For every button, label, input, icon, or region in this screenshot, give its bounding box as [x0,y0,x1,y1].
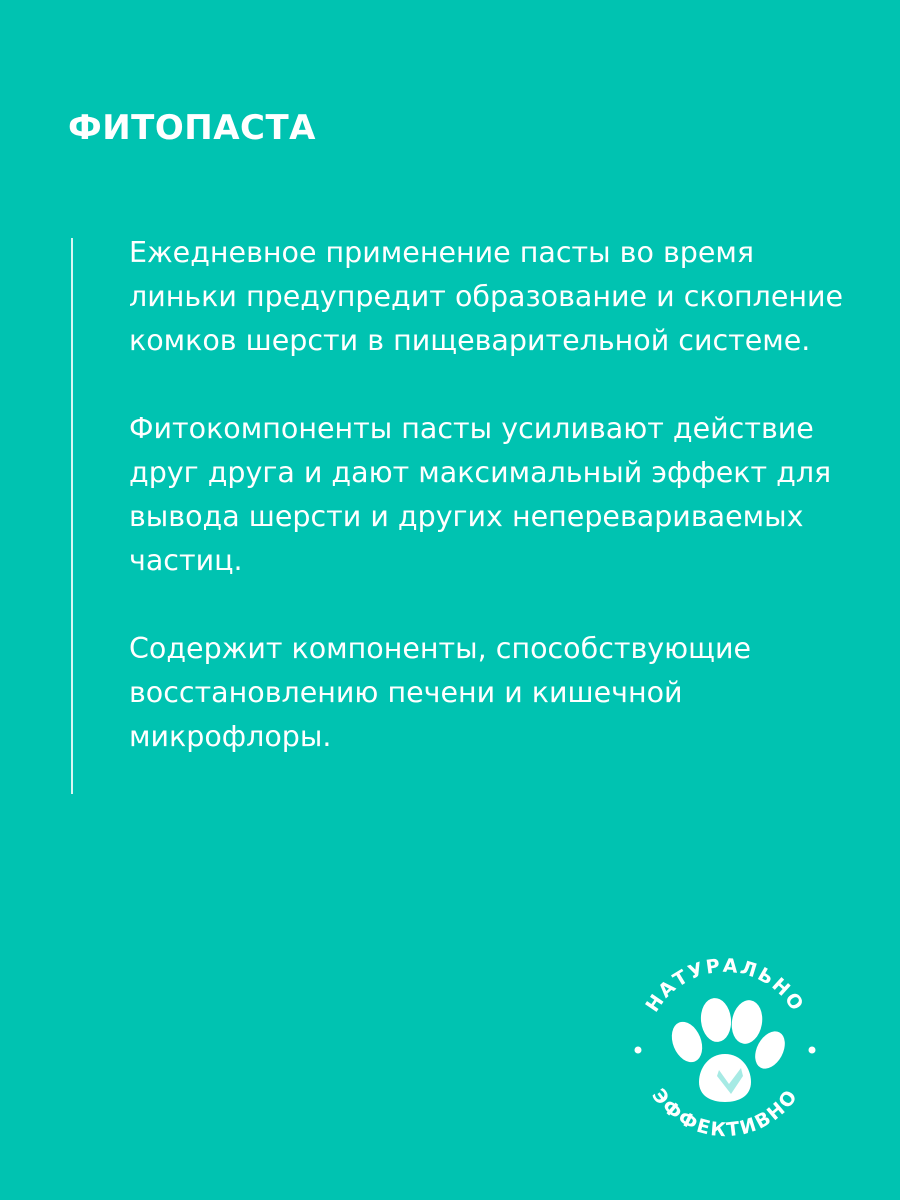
natural-effective-badge [625,950,825,1150]
badge-graphic [625,950,825,1150]
description-block [129,231,869,803]
paragraph-3: Содержит компоненты, способствующие восстановлению печени и кишечной микрофлоры. [129,632,752,753]
badge-bottom-text: ЭФФЕКТИВНО [647,1084,803,1142]
paragraph-1: Ежедневное применение пасты во время линьки предупредит образование и скопление комков шерсти в пищеварительной системе. [129,236,844,357]
paragraph-2: Фитокомпоненты пасты усиливают действие друг друга и дают максимальный эффект для вывода шерсти и других неперевариваемых частиц. [129,412,832,577]
vertical-divider [71,238,73,794]
badge-top-text: НАТУРАЛЬНО [641,954,809,1017]
page-title: ФИТОПАСТА [68,108,316,148]
badge-dot-left [635,1047,642,1054]
badge-dot-right [809,1047,816,1054]
paw-icon [666,997,791,1102]
